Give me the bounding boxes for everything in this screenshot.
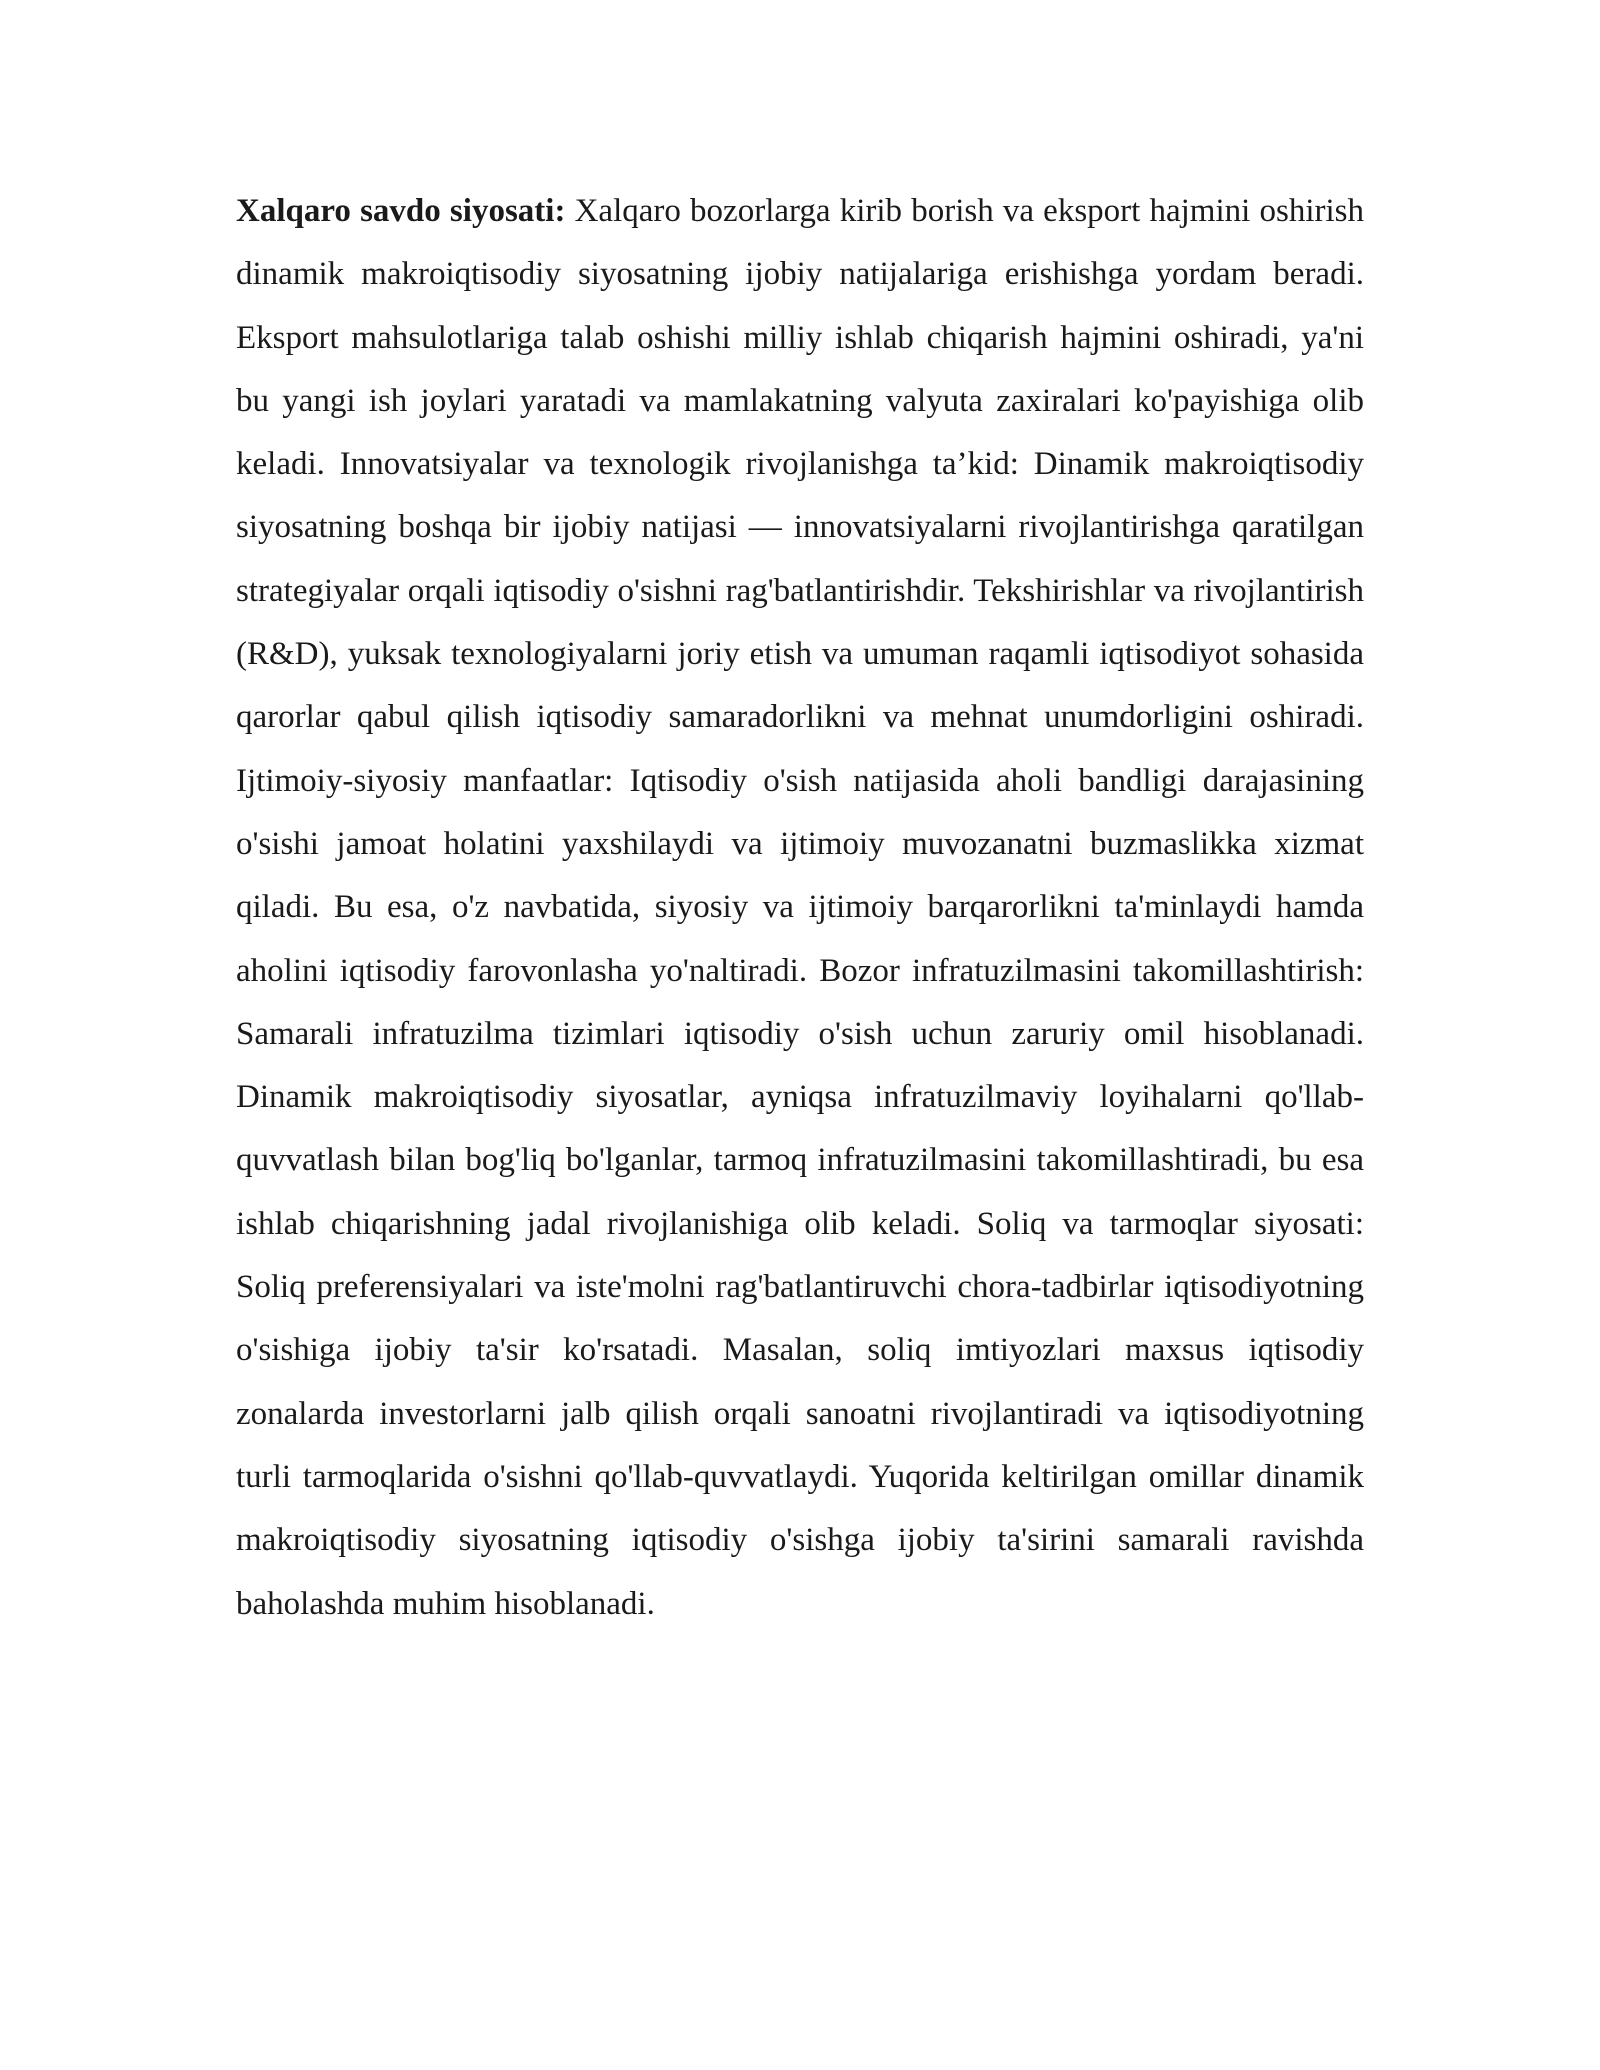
paragraph-body-text: Xalqaro bozorlarga kirib borish va eksport hajmini oshirish dinamik makroiqtisodiy siyosatning ijobiy natijalariga erishishga yordam beradi. Eksport mahsulotlariga talab oshishi milliy ishlab chiqarish hajmini oshiradi, ya'ni bu yangi ish joylari yaratadi va mamlakatning valyuta zaxiralari ko'payishiga olib keladi. Innovatsiyalar va texnologik rivojlanishga ta’kid: Dinamik makroiqtisodiy siyosatning boshqa bir ijobiy natijasi — innovatsiyalarni rivojlantirishga qaratilgan strategiyalar orqali iqtisodiy o'sishni rag'batlantirishdir. Tekshirishlar va rivojlantirish (R&D), yuksak texnologiyalarni joriy etish va umuman raqamli iqtisodiyot sohasida qarorlar qabul qilish iqtisodiy samaradorlikni va mehnat unumdorligini oshiradi. Ijtimoiy-siyosiy manfaatlar: Iqtisodiy o'sish natijasida aholi bandligi darajasining o'sishi jamoat holatini yaxshilaydi va ijtimoiy muvozanatni buzmaslikka xizmat qiladi. Bu esa, o'z navbatida, siyosiy va ijtimoiy barqarorlikni ta'minlaydi hamda aholini iqtisodiy farovonlasha yo'naltiradi. Bozor infratuzilmasini takomillashtirish: Samarali infratuzilma tizimlari iqtisodiy o'sish uchun zaruriy omil hisoblanadi. Dinamik makroiqtisodiy siyosatlar, ayniqsa infratuzilmaviy loyihalarni qo'llab-quvvatlash bilan bog'liq bo'lganlar, tarmoq infratuzilmasini takomillashtiradi, bu esa ishlab chiqarishning jadal rivojlanishiga olib keladi. Soliq va tarmoqlar siyosati: Soliq preferensiyalari va iste'molni rag'batlantiruvchi chora-tadbirlar iqtisodiyotning o'sishiga ijobiy ta'sir ko'rsatadi. Masalan, soliq imtiyozlari maxsus iqtisodiy zonalarda investorlarni jalb qilish orqali sanoatni rivojlantiradi va iqtisodiyotning turli tarmoqlarida o'sishni qo'llab-quvvatlaydi. Yuqorida keltirilgan omillar dinamik makroiqtisodiy siyosatning iqtisodiy o'sishga ijobiy ta'sirini samarali ravishda baholashda muhim hisoblanadi. [236, 193, 1364, 1622]
body-paragraph [236, 180, 1364, 1636]
paragraph-lead-heading: Xalqaro savdo siyosati: [236, 193, 566, 229]
